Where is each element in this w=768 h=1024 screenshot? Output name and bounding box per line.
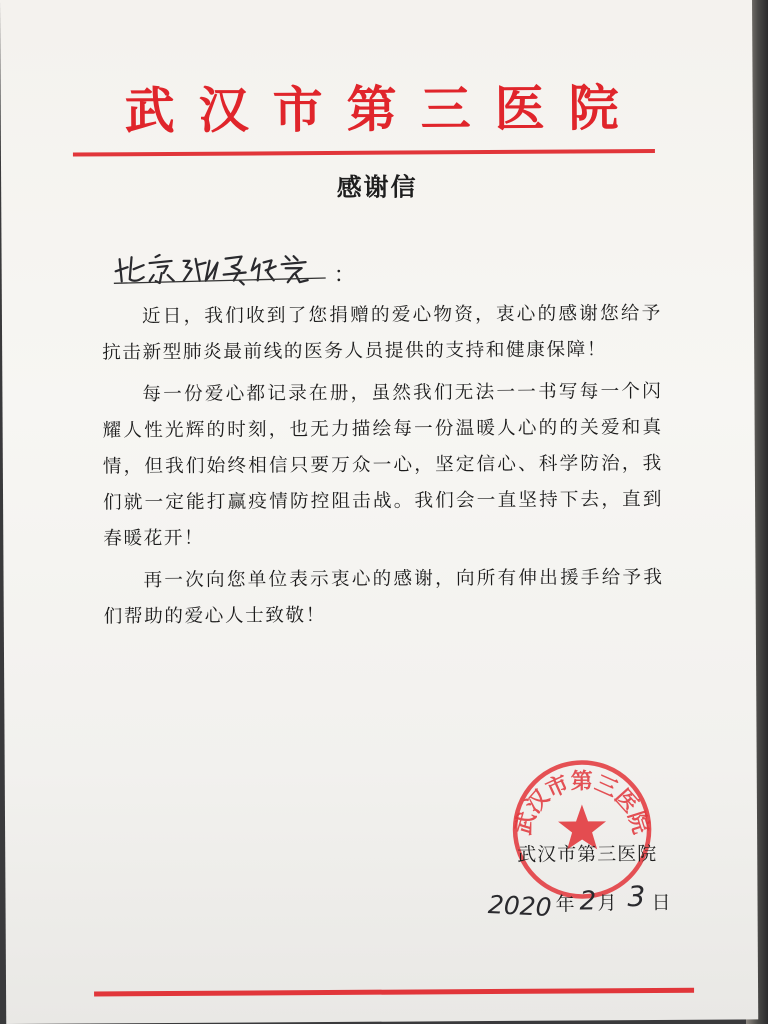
signature-organization: 武汉市第三医院: [517, 843, 658, 866]
recipient-handwritten-name: [114, 250, 329, 291]
date-month-suffix: 月: [597, 892, 617, 915]
letterhead-hospital-name: 武汉市第三医院: [124, 78, 643, 141]
date-year: 2020: [487, 890, 553, 922]
letter-title: 感谢信: [336, 172, 418, 202]
letter-body: [102, 296, 664, 641]
date-day: 3: [627, 880, 646, 914]
body-paragraph-1: 近日，我们收到了您捐赠的爱心物资，衷心的感谢您给予抗击新型肺炎最前线的医务人员提供的支持和健康保障！: [102, 302, 662, 364]
body-paragraph-3: 再一次向您单位表示衷心的感谢，向所有伸出援手给予我们帮助的爱心人士致敬！: [103, 566, 664, 628]
date-day-suffix: 日: [651, 891, 671, 915]
recipient-colon: ：: [333, 262, 356, 288]
body-paragraph-2: 每一份爱心都记录在册，虽然我们无法一一书写每一个闪耀人性光辉的时刻，也无力描绘每一份温暖人心的的关爱和真情，但我们始终相信只要万众一心，坚定信心、科学防治，我们就一定能打赢疫情防控阻击战。我们会一直坚持下去，直到春暖花开！: [102, 380, 664, 550]
letterhead-red-rule: [73, 149, 655, 157]
signature-date: [479, 876, 679, 927]
seal-text: 武汉市第三医院: [510, 768, 655, 838]
footer-red-rule: [94, 988, 694, 997]
date-month: 2: [579, 886, 597, 917]
date-year-suffix: 年: [555, 893, 575, 916]
